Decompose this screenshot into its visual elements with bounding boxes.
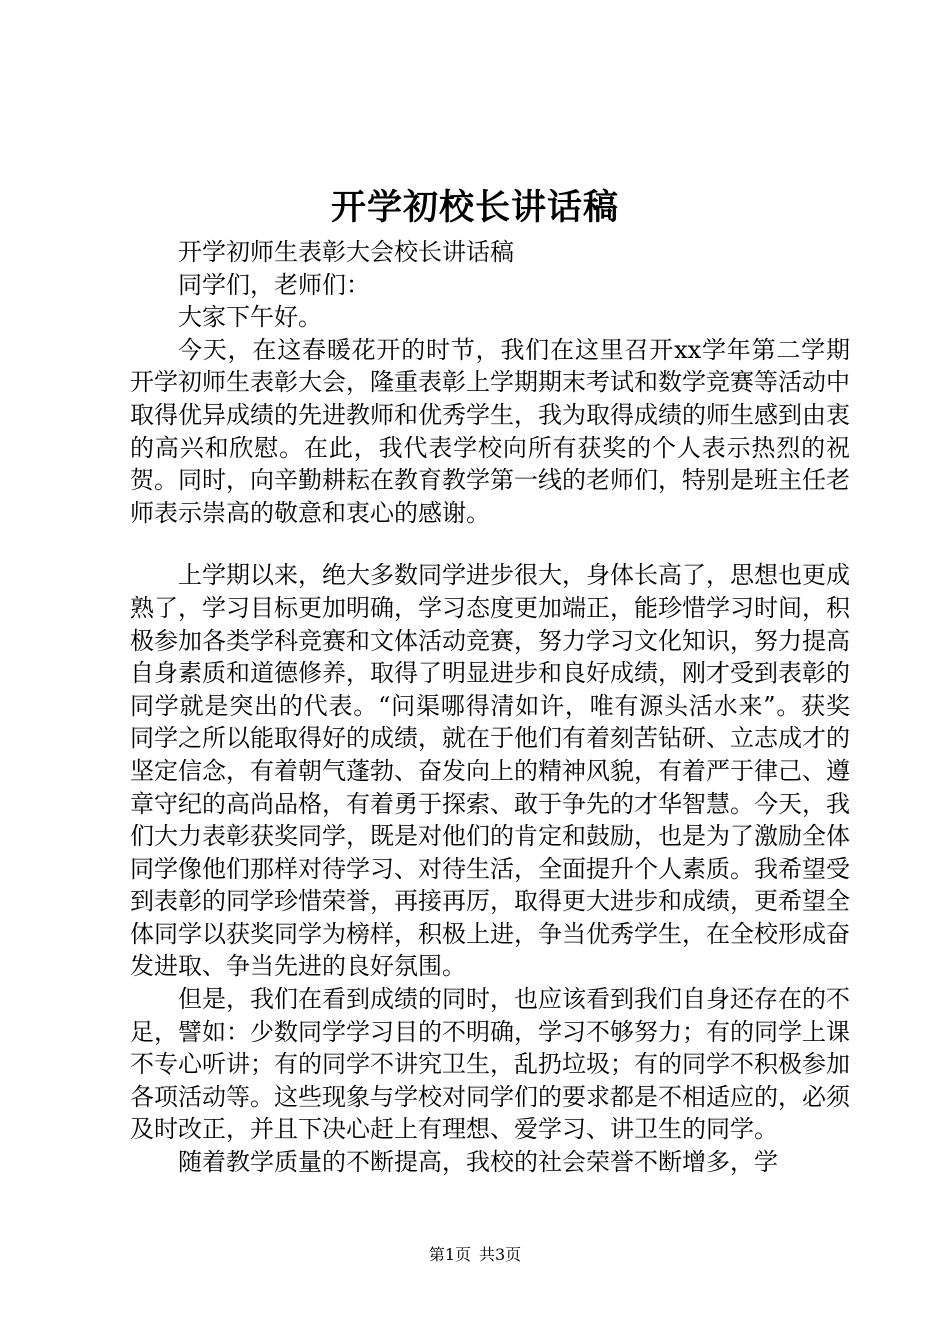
subtitle-paragraph: 开学初师生表彰大会校长讲话稿 [178,238,514,266]
body-paragraph: 随着教学质量的不断提高，我校的社会荣誉不断增多，学 [178,1148,778,1177]
document-title: 开学初校长讲话稿 [330,187,619,228]
page-total: 共3页 [479,1245,522,1264]
page-footer [0,1244,950,1266]
page-number: 第1页 [428,1245,471,1264]
salutation-paragraph: 同学们，老师们： [178,270,370,299]
body-paragraph: 今天，在这春暖花开的时节，我们在这里召开xx学年第二学期开学初师生表彰大会，隆重表彰上学期期末考试和数学竞赛等活动中取得优异成绩的先进教师和优秀学生，我为取得成绩的师生感到由衷的高兴和欣慰。在此，我代表学校向所有获奖的个人表示热烈的祝贺。同时，向辛勤耕耘在教育教学第一线的老师们，特别是班主任老师表示崇高的敬意和衷心的感谢。 [130,335,850,527]
body-paragraph: 上学期以来，绝大多数同学进步很大，身体长高了，思想也更成熟了，学习目标更加明确，学习态度更加端正，能珍惜学习时间，积极参加各类学科竞赛和文体活动竞赛，努力学习文化知识，努力提高自身素质和道德修养，取得了明显进步和良好成绩，刚才受到表彰的同学就是突出的代表。“问渠哪得清如许，唯有源头活水来”。获奖同学之所以能取得好的成绩，就在于他们有着刻苦钻研、立志成才的坚定信念，有着朝气蓬勃、奋发向上的精神风貌，有着严于律己、遵章守纪的高尚品格，有着勇于探索、敢于争先的才华智慧。今天，我们大力表彰获奖同学，既是对他们的肯定和鼓励，也是为了激励全体同学像他们那样对待学习、对待生活，全面提升个人素质。我希望受到表彰的同学珍惜荣誉，再接再厉，取得更大进步和成绩，更希望全体同学以获奖同学为榜样，积极上进，争当优秀学生，在全校形成奋发进取、争当先进的良好氛围。 [130,561,850,981]
paragraph-gap [130,529,850,559]
body-paragraph: 但是，我们在看到成绩的同时，也应该看到我们自身还存在的不足，譬如：少数同学学习目的不明确，学习不够努力；有的同学上课不专心听讲；有的同学不讲究卫生，乱扔垃圾；有的同学不积极参加各项活动等。这些现象与学校对同学们的要求都是不相适应的，必须及时改正，并且下决心赶上有理想、爱学习、讲卫生的同学。 [130,985,850,1144]
document-body [130,236,850,1179]
greeting-paragraph: 大家下午好。 [178,303,322,332]
